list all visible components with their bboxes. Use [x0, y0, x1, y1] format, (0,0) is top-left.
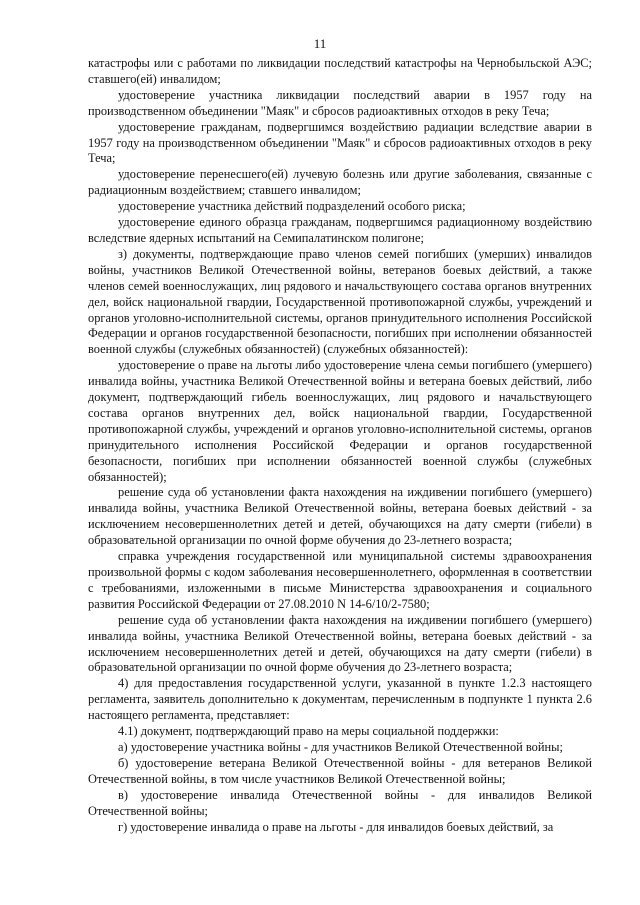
- paragraph-court-decision-2: решение суда об установлении факта нахождения на иждивении погибшего (умершего) инвалида войны, участника Великой Отечественной войны, ветерана боевых действий - за исключением несовершеннолетних детей и детей, обучающихся на дату смерти (гибели) в образовательной организации по очной форме обучения до 23-летнего возраста;: [88, 612, 592, 675]
- paragraph-special-risk-certificate: удостоверение участника действий подразделений особого риска;: [118, 199, 466, 214]
- paragraph-item-4: 4) для предоставления государственной услуги, указанной в пункте 1.2.3 настоящего регламента, заявитель дополнительно к документам, перечисленным в подпункте 1 пункта 2.6 настоящего регламента, представляет:: [88, 676, 592, 723]
- paragraph-mayak-liquidator-certificate: удостоверение участника ликвидации последствий аварии в 1957 году на производственном объединении "Маяк" и сбросов радиоактивных отходов в реку Теча;: [88, 87, 592, 118]
- paragraph-family-member-certificate: удостоверение о праве на льготы либо удостоверение члена семьи погибшего (умершего) инвалида войны, участника Великой Отечественной войны и ветерана боевых действий, либо документ, подтверждающий гибель военнослужащих, лиц рядового и начальствующего состава органов внутренних дел, войск национальной гвардии, Государственной противопожарной службы, учреждений и органов уголовно-исполнительной системы, органов принудительного исполнения Российской Федерации и органов государственной безопасности, погибших при исполнении обязанностей военной службы (служебных обязанностей);: [88, 358, 592, 484]
- paragraph-item-z: з) документы, подтверждающие право членов семей погибших (умерших) инвалидов войны, участников Великой Отечественной войны, ветеранов боевых действий, а также членов семей военнослужащих, лиц рядового и начальствующего состава органов внутренних дел, войск национальной гвардии, Государственной противопожарной службы, учреждений и органов уголовно-исполнительной системы, органов принудительного исполнения Российской Федерации и органов государственной безопасности, погибших при исполнении обязанностей военной службы (служебных обязанностей) (служебных обязанностей):: [88, 246, 592, 357]
- paragraph-medical-certificate: справка учреждения государственной или муниципальной системы здравоохранения произвольной формы с кодом заболевания несовершеннолетнего, оформленная в соответствии с требованиями, изложенными в письме Министерства здравоохранения и социального развития Российской Федерации от 27.08.2010 N 14-6/10/2-7580;: [88, 549, 592, 611]
- paragraph-item-4-1: 4.1) документ, подтверждающий право на меры социальной поддержки:: [118, 724, 499, 739]
- page-number: 11: [313, 36, 327, 51]
- paragraph-radiation-sickness-certificate: удостоверение перенесшего(ей) лучевую болезнь или другие заболевания, связанные с радиационным воздействием; ставшего инвалидом;: [88, 167, 592, 198]
- paragraph-court-decision-1: решение суда об установлении факта нахождения на иждивении погибшего (умершего) инвалида войны, участника Великой Отечественной войны, ветерана боевых действий - за исключением несовершеннолетних детей и детей, обучающихся на дату смерти (гибели) в образовательной организации по очной форме обучения до 23-летнего возраста;: [88, 485, 592, 548]
- paragraph-item-a: а) удостоверение участника войны - для участников Великой Отечественной войны;: [118, 739, 563, 754]
- paragraph-item-g: г) удостоверение инвалида о праве на льготы - для инвалидов боевых действий, за: [118, 819, 554, 834]
- paragraph-continuation: катастрофы или с работами по ликвидации последствий катастрофы на Чернобыльской АЭС; ставшего(ей) инвалидом;: [88, 56, 592, 86]
- paragraph-item-v: в) удостоверение инвалида Отечественной войны - для инвалидов Великой Отечественной войны;: [88, 787, 592, 818]
- paragraph-item-b: б) удостоверение ветерана Великой Отечественной войны - для ветеранов Великой Отечественной войны, в том числе участников Великой Отечественной войны;: [88, 755, 592, 786]
- paragraph-semipalatinsk-certificate: удостоверение единого образца гражданам, подвергшимся радиационному воздействию вследствие ядерных испытаний на Семипалатинском полигоне;: [88, 215, 592, 245]
- document-body: [88, 56, 592, 835]
- paragraph-mayak-radiation-certificate: удостоверение гражданам, подвергшимся воздействию радиации вследствие аварии в 1957 году на производственном объединении "Маяк" и сбросов радиоактивных отходов в реку Теча;: [88, 119, 592, 166]
